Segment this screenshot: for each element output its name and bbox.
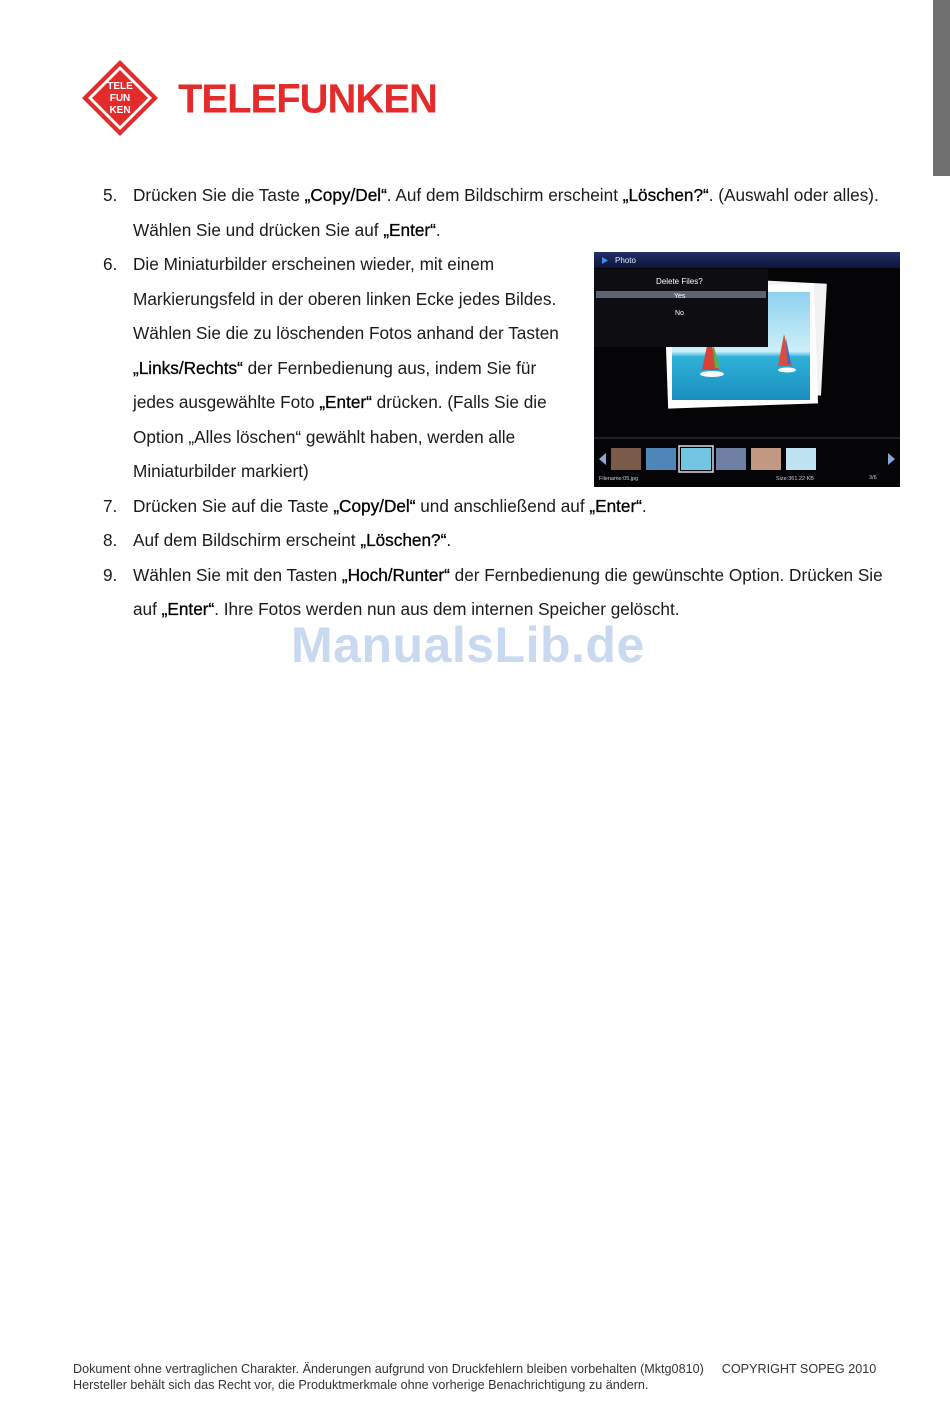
key-name: „Copy/Del“	[304, 185, 387, 205]
text-segment: Auf dem Bildschirm erscheint	[133, 530, 361, 550]
brand-name: TELEFUNKEN	[178, 76, 437, 122]
screen-filesize: Size:361.22 KB	[776, 476, 814, 482]
dialog-title: Delete Files?	[656, 277, 703, 286]
emblem-line-1: TELE	[107, 81, 133, 92]
step-number: 5.	[103, 185, 118, 205]
text-segment: drücken. (Falls Sie die	[371, 392, 547, 412]
step-text	[133, 454, 309, 489]
text-segment: auf	[133, 599, 162, 619]
text-segment: Die Miniaturbilder erscheinen wieder, mit einem	[133, 254, 495, 274]
text-segment: Wählen Sie mit den Tasten	[133, 564, 342, 585]
step-number: 8.	[103, 530, 118, 550]
key-name: „Enter“	[161, 599, 215, 619]
step-text	[133, 282, 556, 317]
step-text	[133, 213, 441, 248]
text-segment: Drücken Sie auf die Taste	[133, 495, 334, 516]
footer-copyright: COPYRIGHT SOPEG 2010	[721, 1362, 877, 1376]
screen-counter: 3/6	[869, 475, 877, 481]
text-segment: Miniaturbilder markiert)	[133, 461, 309, 481]
step-text	[133, 385, 547, 420]
step-text	[133, 523, 451, 558]
thumbnail-1	[611, 448, 641, 470]
text-segment: und anschließend auf	[415, 495, 590, 516]
step-text	[133, 247, 494, 282]
text-segment: jedes ausgewählte Foto	[133, 392, 320, 412]
thumbnail-3	[681, 448, 711, 470]
dialog-option-no: No	[675, 310, 684, 317]
page-footer	[73, 1361, 876, 1393]
step-text	[133, 316, 559, 351]
device-screenshot	[594, 252, 900, 487]
step-number: 9.	[103, 564, 118, 585]
step-text	[133, 558, 883, 593]
text-segment: Wählen Sie und drücken Sie auf	[133, 219, 384, 240]
key-name: „Copy/Del“	[333, 495, 416, 516]
screen-header-title: Photo	[615, 256, 636, 265]
step-number: 7.	[103, 495, 118, 516]
thumbnail-2	[646, 448, 676, 470]
watermark: ManualsLib.de	[291, 617, 645, 673]
text-segment: . Auf dem Bildschirm erscheint	[386, 185, 623, 205]
footer-disclaimer: Dokument ohne vertraglichen Charakter. Änderungen aufgrund von Druckfehlern bleiben vorbehalten (Mktg0810)	[73, 1362, 704, 1376]
thumbnail-4	[716, 448, 746, 470]
step-text	[133, 178, 879, 213]
screen-filename: Filename:05.jpg	[599, 476, 639, 482]
text-segment: der Fernbedienung aus, indem Sie für	[242, 357, 537, 378]
key-name: „Löschen?“	[360, 530, 447, 550]
text-segment: Markierungsfeld in der oberen linken Ecke jedes Bildes.	[133, 288, 557, 309]
thumbnail-6	[786, 448, 816, 470]
thumbnail-5	[751, 448, 781, 470]
emblem-line-3: KEN	[109, 105, 131, 116]
text-segment: .	[446, 530, 452, 550]
key-name: „Links/Rechts“	[133, 357, 243, 378]
footer-disclaimer-2: Hersteller behält sich das Recht vor, die Produktmerkmale ohne vorherige Benachrichtigung zu ändern.	[73, 1378, 649, 1392]
key-name: „Enter“	[319, 392, 372, 412]
text-segment: der Fernbedienung die gewünschte Option. Drücken Sie	[449, 564, 883, 585]
text-segment: . Ihre Fotos werden nun aus dem internen Speicher gelöscht.	[214, 599, 680, 619]
text-segment: Drücken Sie die Taste	[133, 185, 305, 205]
step-number: 6.	[103, 254, 118, 274]
text-segment: Wählen Sie die zu löschenden Fotos anhand der Tasten	[133, 323, 559, 343]
step-text	[133, 351, 536, 386]
emblem-line-2: FUN	[109, 93, 131, 104]
page-edge-tab	[933, 0, 950, 176]
text-segment: .	[641, 495, 647, 516]
text-segment: .	[435, 219, 441, 240]
key-name: „Enter“	[383, 219, 436, 240]
dialog-option-yes: Yes	[674, 293, 686, 300]
step-text	[133, 489, 647, 524]
step-text	[133, 420, 515, 455]
text-segment: . (Auswahl oder alles).	[708, 185, 879, 205]
key-name: „Hoch/Runter“	[341, 564, 450, 585]
text-segment: Option „Alles löschen“ gewählt haben, werden alle	[133, 426, 516, 447]
key-name: „Löschen?“	[622, 185, 709, 205]
screen-header-bar	[594, 252, 900, 268]
telefunken-emblem-icon	[82, 60, 158, 136]
key-name: „Enter“	[589, 495, 642, 516]
